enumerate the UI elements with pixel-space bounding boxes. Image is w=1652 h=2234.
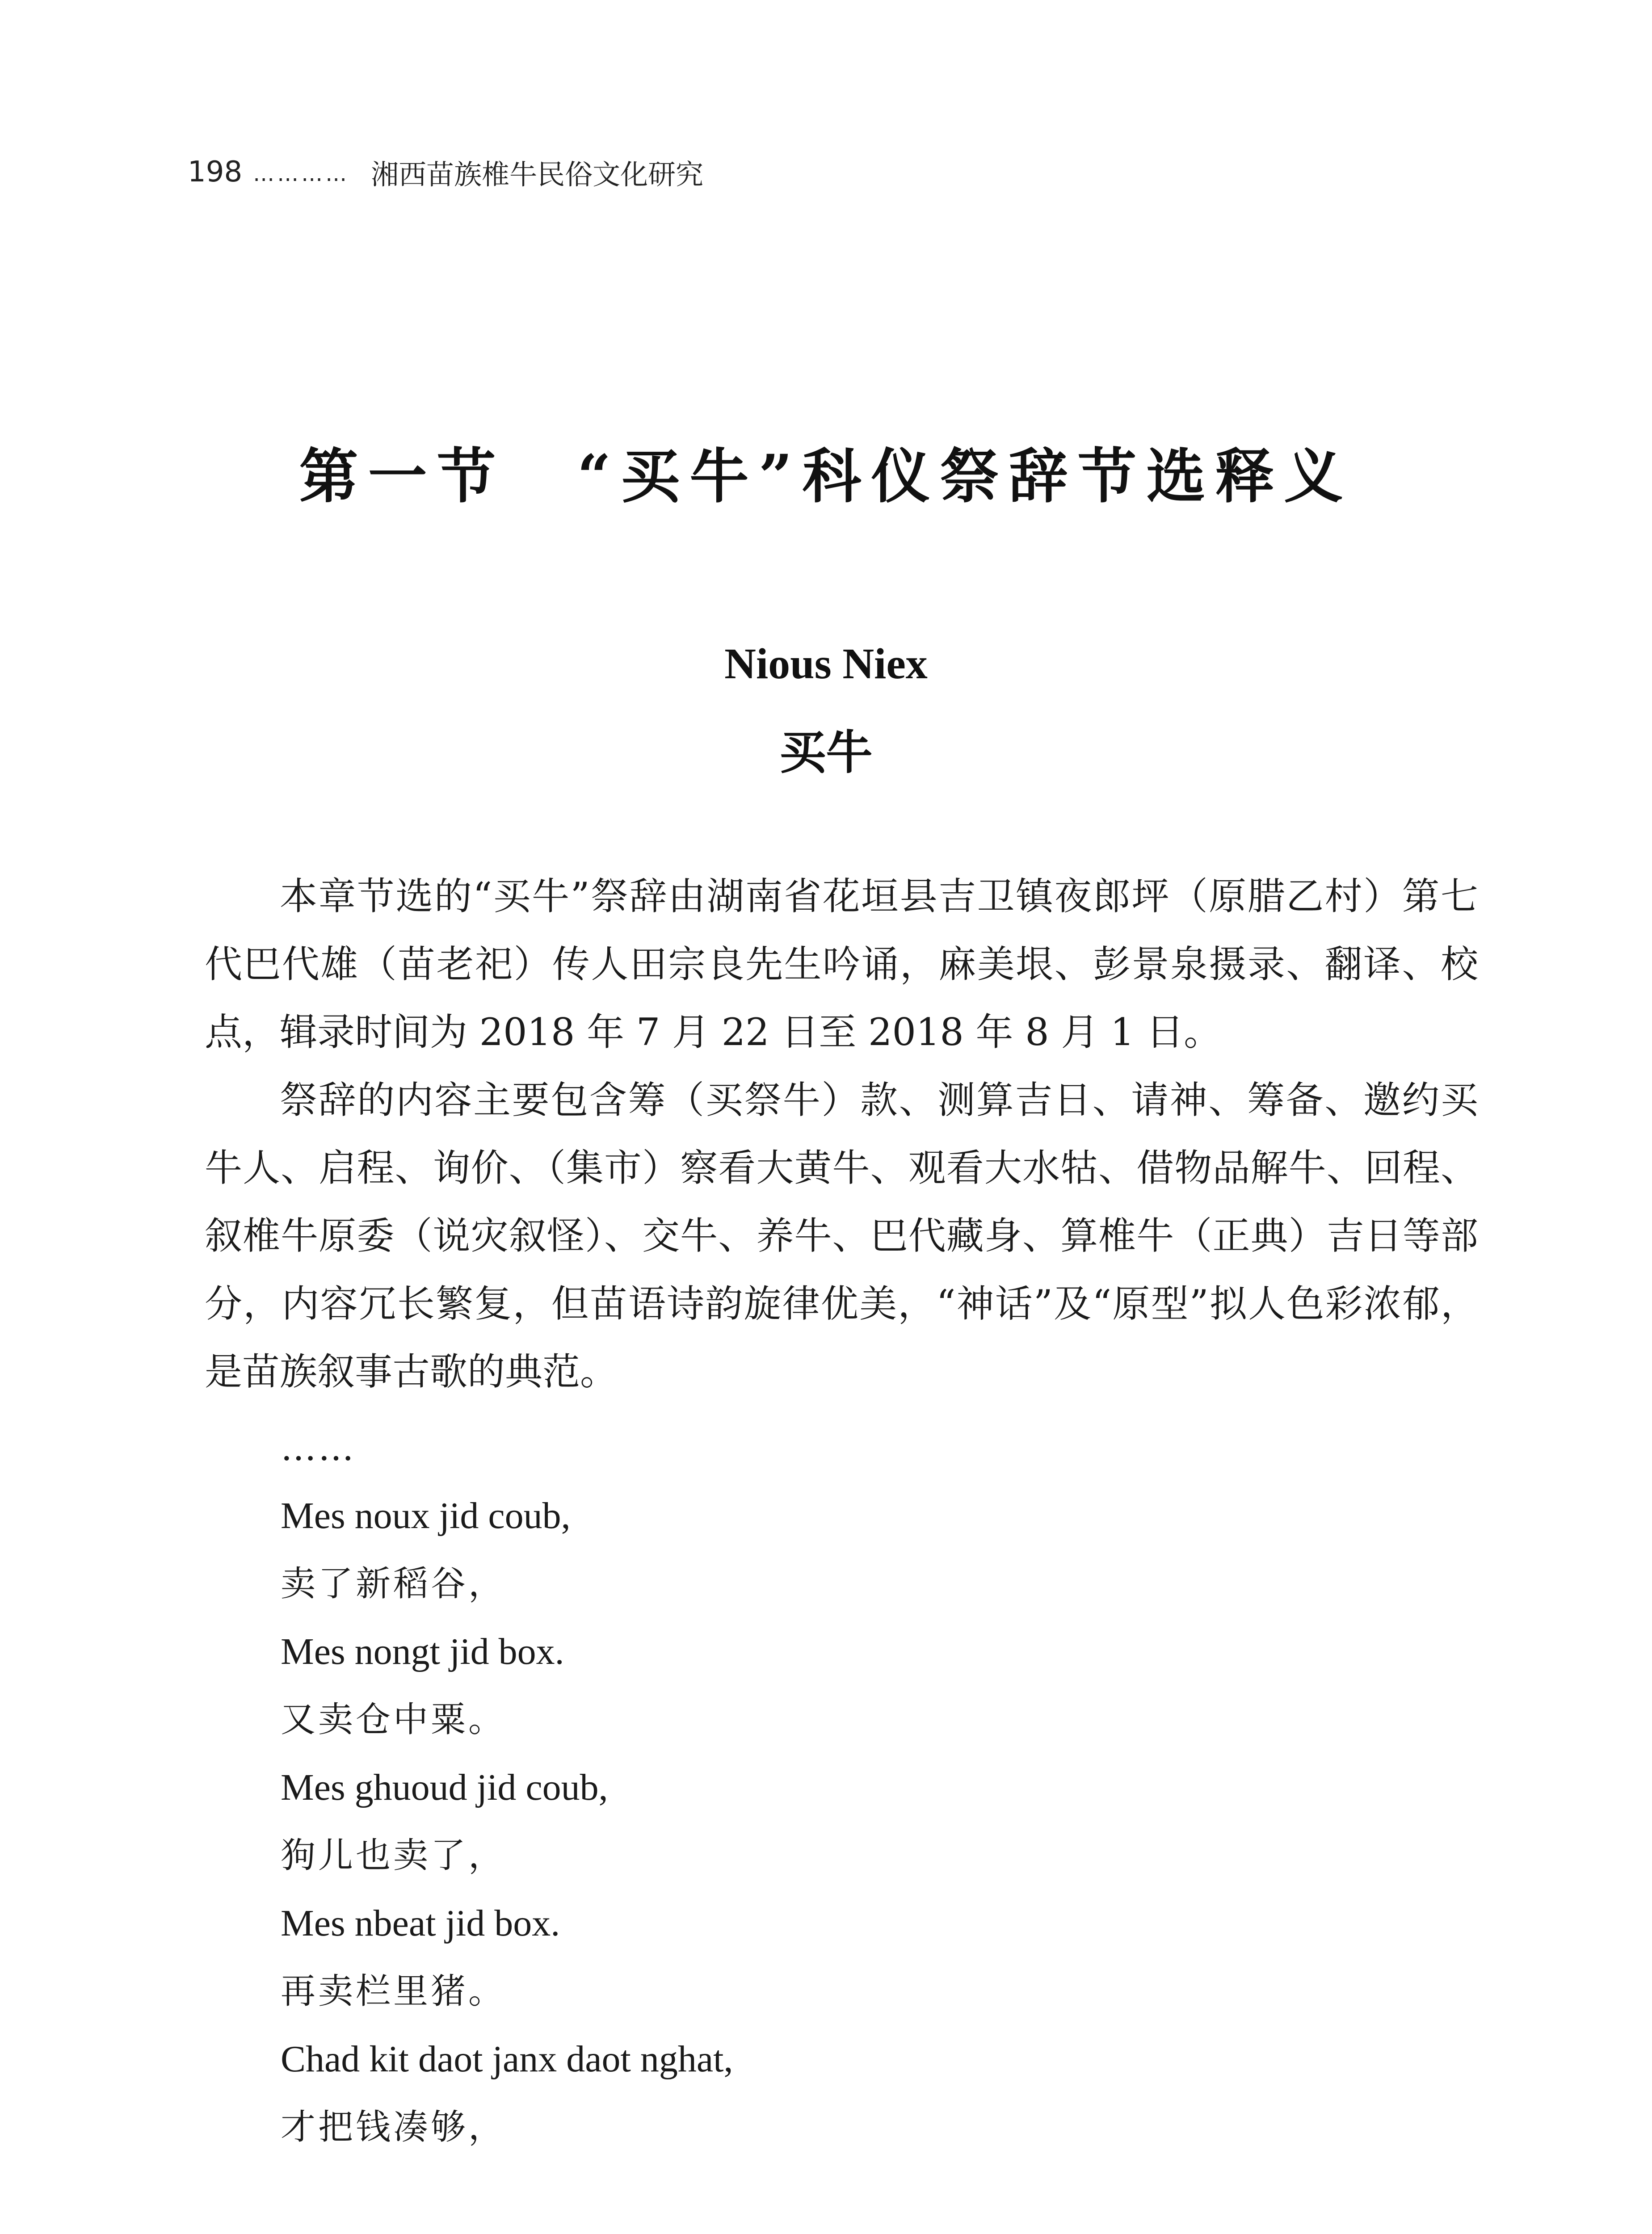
section-number: 第一节 — [299, 442, 506, 511]
verse-miao-line: Chad kit daot janx daot nghat, — [281, 2038, 733, 2080]
book-title: 湘西苗族椎牛民俗文化研究 — [371, 158, 704, 191]
section-title — [0, 429, 1652, 514]
verse-miao-line: Mes noux jid coub, — [281, 1495, 571, 1537]
verse-miao-line: Mes nbeat jid box. — [281, 1902, 560, 1944]
intro-text — [205, 862, 1478, 1406]
section-title-text: “买牛”科仪祭辞节选释义 — [577, 442, 1353, 511]
page-number: 198 — [188, 155, 243, 189]
verse-chinese-line: 狗儿也卖了， — [281, 1835, 506, 1876]
verse-chinese-line: 才把钱凑够， — [281, 2107, 506, 2147]
running-header — [188, 147, 703, 197]
verse-chinese-line: 再卖栏里猪。 — [281, 1971, 506, 2011]
verse-block — [281, 1414, 1442, 2161]
header-leader-dots: ………… — [253, 161, 350, 186]
ellipsis: …… — [281, 1427, 356, 1469]
chant-title-miao: Nious Niex — [724, 640, 928, 688]
verse-chinese-line: 卖了新稻谷， — [281, 1564, 506, 1604]
verse-miao-line: Mes nongt jid box. — [281, 1631, 564, 1672]
intro-paragraph-1: 本章节选的“买牛”祭辞由湖南省花垣县吉卫镇夜郎坪（原腊乙村）第七代巴代雄（苗老祀）传人田宗良先生吟诵，麻美垠、彭景泉摄录、翻译、校点，辑录时间为 2018 年 7 月 22 日至 2018 年 8 月 1 日。 — [205, 874, 1478, 1054]
chant-title-chinese: 买牛 — [779, 725, 873, 780]
verse-chinese-line: 又卖仓中粟。 — [281, 1700, 506, 1740]
intro-paragraph-2: 祭辞的内容主要包含筹（买祭牛）款、测算吉日、请神、筹备、邀约买牛人、启程、询价、（集市）察看大黄牛、观看大水牯、借物品解牛、回程、叙椎牛原委（说灾叙怪）、交牛、养牛、巴代藏身、算椎牛（正典）吉日等部分，内容冗长繁复，但苗语诗韵旋律优美，“神话”及“原型”拟人色彩浓郁，是苗族叙事古歌的典范。 — [205, 1078, 1478, 1394]
verse-miao-line: Mes ghuoud jid coub, — [281, 1767, 608, 1808]
